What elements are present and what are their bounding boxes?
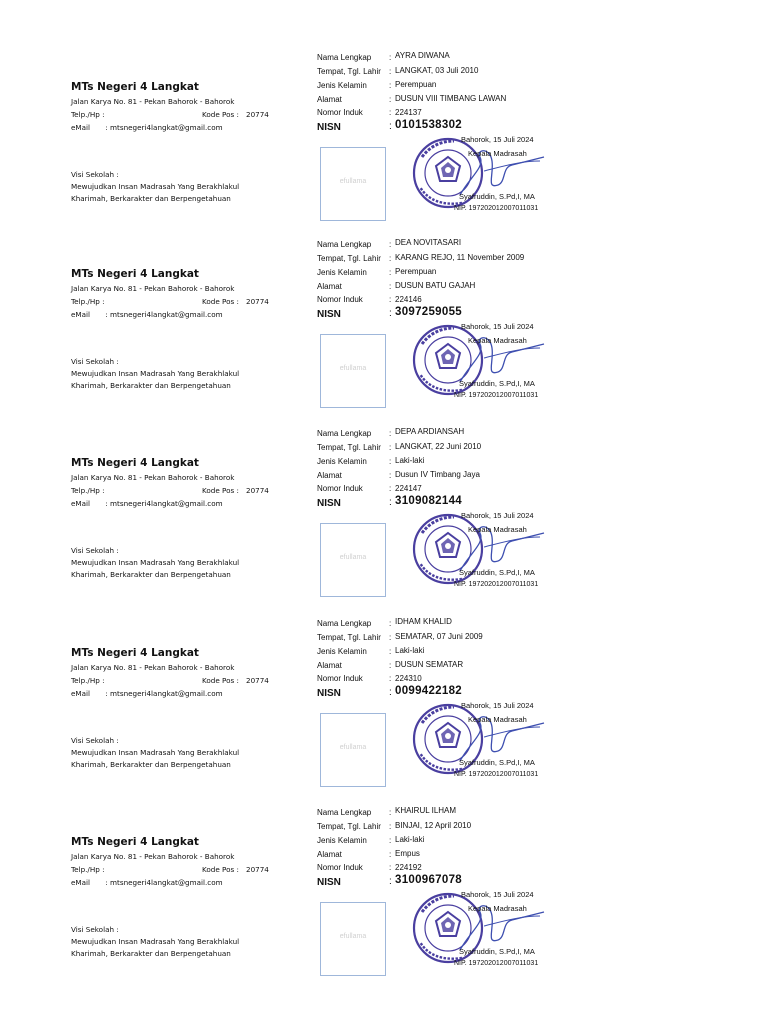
colon: : <box>389 674 392 683</box>
vision-line-1: Mewujudkan Insan Madrasah Yang Berakhlakul <box>71 558 240 567</box>
school-email-line <box>71 689 223 698</box>
colon: : <box>389 647 392 656</box>
address-label: Alamat <box>317 282 342 291</box>
nisn-label: NISN <box>317 498 341 509</box>
address-label: Alamat <box>317 95 342 104</box>
school-phone-line <box>71 297 269 306</box>
postal-label: Kode Pos : <box>202 676 239 685</box>
colon: : <box>389 850 392 859</box>
student-gender: Perempuan <box>395 267 437 276</box>
postal-code: 20774 <box>246 110 269 119</box>
vision-title: Visi Sekolah : <box>71 925 119 934</box>
student-card <box>0 429 768 615</box>
vision-title: Visi Sekolah : <box>71 736 119 745</box>
photo-frame <box>320 523 386 597</box>
school-address: Jalan Karya No. 81 - Pekan Bahorok - Bahorok <box>71 852 235 861</box>
sign-nip: NIP. 197202012007011031 <box>454 392 539 399</box>
name-label: Nama Lengkap <box>317 429 372 438</box>
gender-label: Jenis Kelamin <box>317 457 367 466</box>
colon: : <box>389 443 392 452</box>
postal-label: Kode Pos : <box>202 110 239 119</box>
nisn-label: NISN <box>317 122 341 133</box>
sign-nip: NIP. 197202012007011031 <box>454 771 539 778</box>
student-gender: Laki-laki <box>395 646 425 655</box>
colon: : <box>389 240 392 249</box>
vision-title: Visi Sekolah : <box>71 546 119 555</box>
gender-label: Jenis Kelamin <box>317 836 367 845</box>
photo-placeholder: efullama <box>339 744 367 751</box>
postal-code: 20774 <box>246 297 269 306</box>
photo-placeholder: efullama <box>339 554 367 561</box>
birth-label: Tempat, Tgl. Lahir <box>317 443 381 452</box>
student-nisn: 0099422182 <box>395 685 462 697</box>
birth-label: Tempat, Tgl. Lahir <box>317 822 381 831</box>
school-email-line <box>71 499 223 508</box>
colon: : <box>389 95 392 104</box>
address-label: Alamat <box>317 471 342 480</box>
school-address: Jalan Karya No. 81 - Pekan Bahorok - Bahorok <box>71 97 235 106</box>
school-address: Jalan Karya No. 81 - Pekan Bahorok - Bahorok <box>71 284 235 293</box>
sign-name: Syafruddin, S.Pd,I, MA <box>459 379 535 388</box>
student-nisn: 3109082144 <box>395 495 462 507</box>
sign-place-date: Bahorok, 15 Juli 2024 <box>461 135 534 144</box>
colon: : <box>389 633 392 642</box>
phone-label: Telp./Hp : <box>71 297 105 306</box>
colon: : <box>389 661 392 670</box>
colon: : <box>389 822 392 831</box>
sign-name: Syafruddin, S.Pd,I, MA <box>459 758 535 767</box>
vision-line-1: Mewujudkan Insan Madrasah Yang Berakhlakul <box>71 748 240 757</box>
school-email: : mtsnegeri4langkat@gmail.com <box>105 689 223 698</box>
student-number: 224146 <box>395 295 422 304</box>
school-address: Jalan Karya No. 81 - Pekan Bahorok - Bahorok <box>71 663 235 672</box>
phone-label: Telp./Hp : <box>71 865 105 874</box>
colon: : <box>389 836 392 845</box>
school-email: : mtsnegeri4langkat@gmail.com <box>105 310 223 319</box>
email-label: eMail <box>71 310 91 319</box>
photo-placeholder: efullama <box>339 933 367 940</box>
name-label: Nama Lengkap <box>317 53 372 62</box>
gender-label: Jenis Kelamin <box>317 647 367 656</box>
student-address: Empus <box>395 849 420 858</box>
email-label: eMail <box>71 878 91 887</box>
student-name: AYRA DIWANA <box>395 51 450 60</box>
student-birth: LANGKAT, 22 Juni 2010 <box>395 442 482 451</box>
photo-placeholder: efullama <box>339 178 367 185</box>
address-label: Alamat <box>317 850 342 859</box>
colon: : <box>389 497 392 508</box>
student-no-label: Nomor Induk <box>317 108 363 117</box>
student-number: 224310 <box>395 674 422 683</box>
colon: : <box>389 108 392 117</box>
name-label: Nama Lengkap <box>317 240 372 249</box>
colon: : <box>389 484 392 493</box>
sign-name: Syafruddin, S.Pd,I, MA <box>459 192 535 201</box>
school-phone-line <box>71 865 269 874</box>
sign-place-date: Bahorok, 15 Juli 2024 <box>461 701 534 710</box>
sign-title: Kepala Madrasah <box>468 149 527 158</box>
colon: : <box>389 429 392 438</box>
birth-label: Tempat, Tgl. Lahir <box>317 67 381 76</box>
sign-place-date: Bahorok, 15 Juli 2024 <box>461 322 534 331</box>
school-name: MTs Negeri 4 Langkat <box>71 268 199 280</box>
student-card <box>0 53 768 239</box>
colon: : <box>389 282 392 291</box>
student-birth: SEMATAR, 07 Juni 2009 <box>395 632 483 641</box>
student-birth: BINJAI, 12 April 2010 <box>395 821 472 830</box>
birth-label: Tempat, Tgl. Lahir <box>317 254 381 263</box>
school-name: MTs Negeri 4 Langkat <box>71 647 199 659</box>
student-no-label: Nomor Induk <box>317 863 363 872</box>
vision-line-2: Kharimah, Berkarakter dan Berpengetahuan <box>71 381 231 390</box>
student-number: 224147 <box>395 484 422 493</box>
school-email-line <box>71 878 223 887</box>
school-name: MTs Negeri 4 Langkat <box>71 81 199 93</box>
address-label: Alamat <box>317 661 342 670</box>
vision-title: Visi Sekolah : <box>71 357 119 366</box>
student-card <box>0 619 768 805</box>
name-label: Nama Lengkap <box>317 619 372 628</box>
school-name: MTs Negeri 4 Langkat <box>71 457 199 469</box>
student-name: DEPA ARDIANSAH <box>395 427 465 436</box>
colon: : <box>389 121 392 132</box>
student-birth: KARANG REJO, 11 November 2009 <box>395 253 525 262</box>
vision-line-2: Kharimah, Berkarakter dan Berpengetahuan <box>71 760 231 769</box>
student-gender: Laki-laki <box>395 456 425 465</box>
sign-place-date: Bahorok, 15 Juli 2024 <box>461 511 534 520</box>
vision-line-1: Mewujudkan Insan Madrasah Yang Berakhlakul <box>71 369 240 378</box>
student-address: DUSUN BATU GAJAH <box>395 281 476 290</box>
birth-label: Tempat, Tgl. Lahir <box>317 633 381 642</box>
student-name: DEA NOVITASARI <box>395 238 462 247</box>
photo-frame <box>320 902 386 976</box>
sign-title: Kepala Madrasah <box>468 525 527 534</box>
photo-placeholder: efullama <box>339 365 367 372</box>
school-name: MTs Negeri 4 Langkat <box>71 836 199 848</box>
sign-title: Kepala Madrasah <box>468 715 527 724</box>
student-number: 224192 <box>395 863 422 872</box>
email-label: eMail <box>71 689 91 698</box>
postal-code: 20774 <box>246 486 269 495</box>
gender-label: Jenis Kelamin <box>317 81 367 90</box>
student-nisn: 0101538302 <box>395 119 462 131</box>
phone-label: Telp./Hp : <box>71 110 105 119</box>
colon: : <box>389 457 392 466</box>
colon: : <box>389 81 392 90</box>
student-number: 224137 <box>395 108 422 117</box>
postal-label: Kode Pos : <box>202 297 239 306</box>
postal-code: 20774 <box>246 676 269 685</box>
student-gender: Perempuan <box>395 80 437 89</box>
student-no-label: Nomor Induk <box>317 295 363 304</box>
name-label: Nama Lengkap <box>317 808 372 817</box>
vision-line-2: Kharimah, Berkarakter dan Berpengetahuan <box>71 949 231 958</box>
sign-nip: NIP. 197202012007011031 <box>454 205 539 212</box>
student-card <box>0 240 768 426</box>
vision-title: Visi Sekolah : <box>71 170 119 179</box>
school-address: Jalan Karya No. 81 - Pekan Bahorok - Bahorok <box>71 473 235 482</box>
student-address: Dusun IV Timbang Jaya <box>395 470 480 479</box>
student-name: KHAIRUL ILHAM <box>395 806 457 815</box>
colon: : <box>389 876 392 887</box>
photo-frame <box>320 334 386 408</box>
colon: : <box>389 295 392 304</box>
student-no-label: Nomor Induk <box>317 674 363 683</box>
school-email: : mtsnegeri4langkat@gmail.com <box>105 499 223 508</box>
colon: : <box>389 471 392 480</box>
student-nisn: 3097259055 <box>395 306 462 318</box>
student-address: DUSUN VIII TIMBANG LAWAN <box>395 94 507 103</box>
school-phone-line <box>71 676 269 685</box>
photo-frame <box>320 147 386 221</box>
nisn-label: NISN <box>317 309 341 320</box>
vision-line-1: Mewujudkan Insan Madrasah Yang Berakhlakul <box>71 937 240 946</box>
colon: : <box>389 67 392 76</box>
email-label: eMail <box>71 499 91 508</box>
student-name: IDHAM KHALID <box>395 617 452 626</box>
school-email-line <box>71 123 223 132</box>
colon: : <box>389 254 392 263</box>
colon: : <box>389 268 392 277</box>
nisn-label: NISN <box>317 688 341 699</box>
colon: : <box>389 863 392 872</box>
email-label: eMail <box>71 123 91 132</box>
colon: : <box>389 619 392 628</box>
student-nisn: 3100967078 <box>395 874 462 886</box>
school-email: : mtsnegeri4langkat@gmail.com <box>105 123 223 132</box>
student-no-label: Nomor Induk <box>317 484 363 493</box>
postal-code: 20774 <box>246 865 269 874</box>
sign-name: Syafruddin, S.Pd,I, MA <box>459 568 535 577</box>
school-phone-line <box>71 110 269 119</box>
colon: : <box>389 53 392 62</box>
sign-title: Kepala Madrasah <box>468 336 527 345</box>
colon: : <box>389 808 392 817</box>
student-gender: Laki-laki <box>395 835 425 844</box>
sign-place-date: Bahorok, 15 Juli 2024 <box>461 890 534 899</box>
colon: : <box>389 687 392 698</box>
sign-nip: NIP. 197202012007011031 <box>454 581 539 588</box>
sign-name: Syafruddin, S.Pd,I, MA <box>459 947 535 956</box>
school-email-line <box>71 310 223 319</box>
gender-label: Jenis Kelamin <box>317 268 367 277</box>
student-birth: LANGKAT, 03 Juli 2010 <box>395 66 479 75</box>
school-phone-line <box>71 486 269 495</box>
sign-nip: NIP. 197202012007011031 <box>454 960 539 967</box>
phone-label: Telp./Hp : <box>71 676 105 685</box>
phone-label: Telp./Hp : <box>71 486 105 495</box>
school-email: : mtsnegeri4langkat@gmail.com <box>105 878 223 887</box>
sign-title: Kepala Madrasah <box>468 904 527 913</box>
postal-label: Kode Pos : <box>202 865 239 874</box>
student-address: DUSUN SEMATAR <box>395 660 464 669</box>
vision-line-2: Kharimah, Berkarakter dan Berpengetahuan <box>71 570 231 579</box>
vision-line-2: Kharimah, Berkarakter dan Berpengetahuan <box>71 194 231 203</box>
colon: : <box>389 308 392 319</box>
vision-line-1: Mewujudkan Insan Madrasah Yang Berakhlakul <box>71 182 240 191</box>
nisn-label: NISN <box>317 877 341 888</box>
student-card <box>0 808 768 994</box>
photo-frame <box>320 713 386 787</box>
postal-label: Kode Pos : <box>202 486 239 495</box>
